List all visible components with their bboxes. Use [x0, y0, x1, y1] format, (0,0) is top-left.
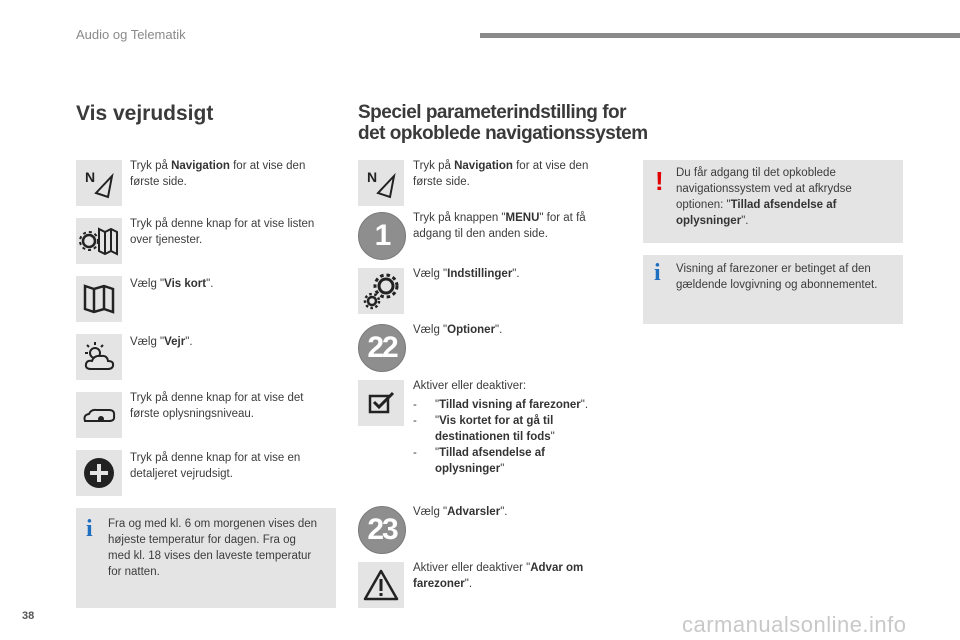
weather-step-3-text: Vælg "Vis kort".	[130, 278, 214, 290]
page-number: 38	[22, 610, 35, 622]
info-box-farezoner-text: Visning af farezoner er betinget af den gældende lovgivning og abonnementet.	[676, 263, 878, 291]
weather-step-1-text: Tryk på Navigation for at vise den første side.	[130, 160, 306, 188]
services-gear-icon	[76, 218, 122, 264]
info-icon: i	[86, 516, 93, 542]
weather-step-6-text: Tryk på denne knap for at vise en detaljeret vejrudsigt.	[130, 452, 301, 480]
navigation-icon	[76, 160, 122, 206]
svg-text:N: N	[85, 169, 96, 185]
step-badge-1: 1	[358, 212, 406, 260]
header-title: Audio og Telematik	[76, 27, 186, 42]
nav-step-1-text: Tryk på Navigation for at vise den første side.	[413, 160, 589, 188]
info-icon: i	[654, 260, 661, 286]
section-title-navigation: Speciel parameterindstilling for det opkoblede navigationssystem	[358, 102, 648, 144]
settings-gear-icon	[358, 268, 404, 314]
nav-step-7-text: Aktiver eller deaktiver "Advar om farezoner".	[413, 562, 584, 590]
svg-text:N: N	[367, 169, 378, 185]
section-title-weather: Vis vejrudsigt	[76, 102, 214, 125]
nav-step-3-text: Vælg "Indstillinger".	[413, 268, 520, 280]
nav-step-4-text: Vælg "Optioner".	[413, 324, 503, 336]
navigation-icon	[358, 160, 404, 206]
weather-step-4-text: Vælg "Vejr".	[130, 336, 193, 348]
exclamation-icon: !	[655, 166, 664, 196]
checkbox-icon	[358, 380, 404, 426]
step-badge-22: 22	[358, 324, 406, 372]
warning-triangle-icon	[358, 562, 404, 608]
map-icon	[76, 276, 122, 322]
nav-step-2-text: Tryk på knappen "MENU" for at få adgang til den anden side.	[413, 212, 586, 240]
watermark: carmanualsonline.info	[682, 612, 907, 637]
plus-icon	[76, 450, 122, 496]
warning-box-text: Du får adgang til det opkoblede navigationssystem ved at afkrydse optionen: "Tillad afsendelse af oplysninger".	[676, 167, 852, 227]
info-box-temperature-text: Fra og med kl. 6 om morgenen vises den højeste temperatur for dagen. Fra og med kl. 18 vises den laveste temperatur for natten.	[108, 518, 318, 578]
header-bar	[480, 33, 960, 38]
nav-step-5-text: Aktiver eller deaktiver: - "Tillad visning af farezoner". - "Vis kortet for at gå til destinationen til fods" - "Tillad afsendelse af oplysninger"	[413, 380, 589, 475]
weather-step-5-text: Tryk på denne knap for at vise det første oplysningsniveau.	[130, 392, 304, 420]
info-level-icon	[76, 392, 122, 438]
step-badge-23: 23	[358, 506, 406, 554]
nav-step-6-text: Vælg "Advarsler".	[413, 506, 508, 518]
weather-step-2-text: Tryk på denne knap for at vise listen over tjenester.	[130, 218, 315, 246]
weather-icon	[76, 334, 122, 380]
